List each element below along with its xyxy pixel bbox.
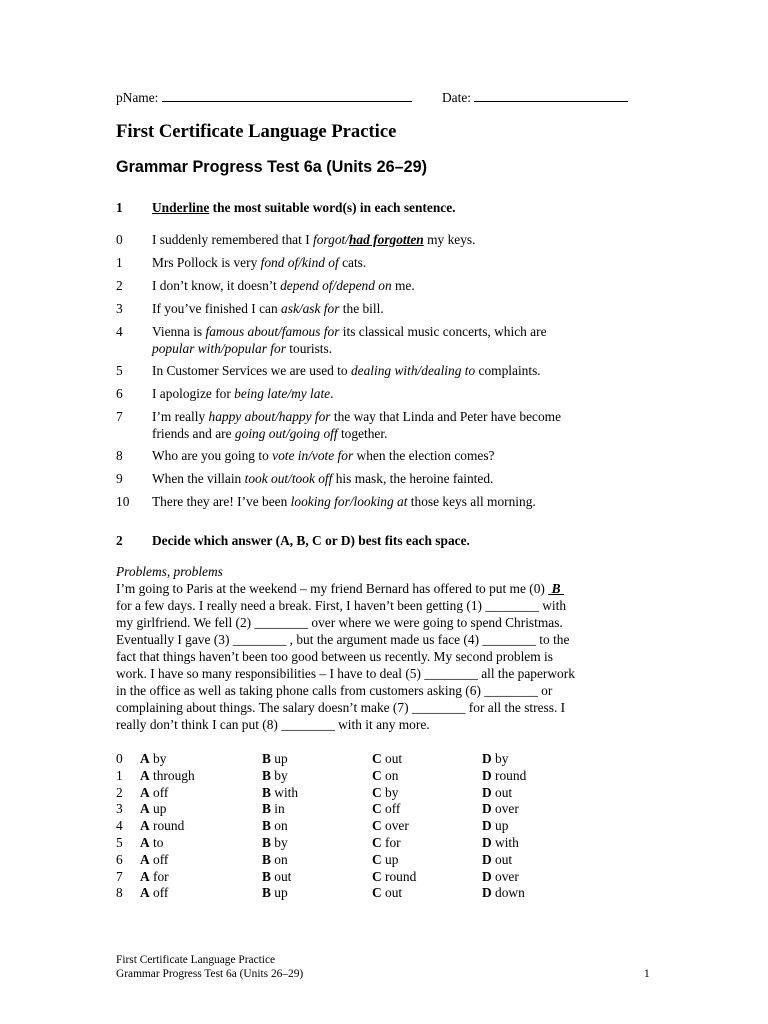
option-phrase[interactable]: looking for/looking at bbox=[290, 494, 408, 509]
page-subtitle: Grammar Progress Test 6a (Units 26–29) bbox=[116, 158, 427, 176]
option-letter: C bbox=[372, 885, 382, 901]
option-word: for bbox=[149, 868, 169, 884]
option-word: over bbox=[381, 818, 409, 834]
option-phrase[interactable]: fond of/kind of bbox=[260, 255, 339, 270]
section-1-instruction bbox=[152, 199, 456, 216]
answer-option-d[interactable] bbox=[482, 800, 519, 817]
section-2-instruction: Decide which answer (A, B, C or D) best fits each space. bbox=[152, 533, 470, 548]
sentence-text: When the villain bbox=[152, 471, 245, 486]
option-word: over bbox=[491, 801, 519, 817]
option-phrase[interactable]: being late/my late bbox=[234, 386, 331, 401]
sentence-text: the way that Linda and Peter have become bbox=[330, 409, 562, 424]
answer-option-a[interactable] bbox=[140, 800, 166, 817]
option-row-number: 3 bbox=[116, 801, 123, 817]
passage-text: really don’t think I can put (8) ________ with it any more. bbox=[116, 717, 430, 732]
question-item bbox=[152, 493, 632, 510]
sentence-text: I suddenly remembered that I bbox=[152, 232, 314, 247]
passage-line bbox=[116, 682, 640, 699]
question-item bbox=[152, 447, 632, 464]
option-word: on bbox=[381, 767, 399, 783]
question-item bbox=[152, 408, 632, 442]
option-letter: A bbox=[140, 851, 150, 867]
option-row-number: 6 bbox=[116, 851, 123, 867]
sentence-text: his mask, the heroine fainted. bbox=[332, 471, 494, 486]
sentence-text: together. bbox=[337, 426, 388, 441]
option-letter: A bbox=[140, 868, 150, 884]
option-letter: B bbox=[262, 818, 271, 834]
question-item bbox=[152, 470, 632, 487]
sentence-text: cats. bbox=[338, 255, 367, 270]
passage-line bbox=[116, 614, 640, 631]
date-field-row bbox=[442, 89, 628, 106]
option-word: off bbox=[149, 784, 169, 800]
answer-option-c[interactable] bbox=[372, 767, 398, 784]
sentence-text: the bill. bbox=[339, 301, 384, 316]
sentence-text: I apologize for bbox=[152, 386, 235, 401]
option-word: up bbox=[270, 751, 288, 766]
option-word: for bbox=[381, 835, 401, 850]
option-word: through bbox=[149, 767, 195, 783]
passage-text: complaining about things. The salary doesn’t make (7) ________ for all the stress. I bbox=[116, 700, 566, 715]
option-letter: D bbox=[482, 885, 492, 901]
option-word: to bbox=[149, 835, 164, 850]
answer-option-b[interactable] bbox=[262, 750, 288, 767]
answer-option-d[interactable] bbox=[482, 817, 508, 834]
option-word: out bbox=[381, 885, 403, 901]
passage-text: in the office as well as taking phone calls from customers asking (6) ________ or bbox=[116, 683, 553, 698]
sentence-text: when the election comes? bbox=[353, 448, 495, 463]
option-row-number: 8 bbox=[116, 885, 123, 901]
option-letter: A bbox=[140, 885, 150, 901]
option-letter: C bbox=[372, 784, 382, 800]
answer-option-b[interactable] bbox=[262, 800, 285, 817]
option-row-number: 1 bbox=[116, 767, 123, 783]
option-word: round bbox=[149, 818, 185, 834]
option-word: round bbox=[491, 767, 527, 783]
passage-line bbox=[116, 716, 640, 733]
passage-line bbox=[116, 648, 640, 665]
sentence-text: Who are you going to bbox=[152, 448, 273, 463]
question-item bbox=[152, 300, 632, 317]
sentence-text: I’m really bbox=[152, 409, 209, 424]
option-word: with bbox=[491, 835, 519, 850]
sentence-text: . bbox=[330, 386, 334, 401]
answer-option-c[interactable] bbox=[372, 834, 401, 851]
passage-line bbox=[116, 631, 640, 648]
passage-line bbox=[116, 699, 640, 716]
answer-option-b[interactable] bbox=[262, 851, 288, 868]
sentence-text: Vienna is bbox=[152, 324, 206, 339]
option-letter: C bbox=[372, 835, 382, 850]
option-letter: B bbox=[262, 835, 271, 850]
option-row-number: 7 bbox=[116, 868, 123, 884]
option-phrase[interactable]: going out/going off bbox=[234, 426, 338, 441]
option-letter: B bbox=[262, 767, 271, 783]
answer-option-c[interactable] bbox=[372, 817, 409, 834]
answer-option-a[interactable] bbox=[140, 884, 168, 901]
answer-option-d[interactable] bbox=[482, 834, 519, 851]
passage-text: my girlfriend. We fell (2) ________ over where we were going to spend Christmas. bbox=[116, 615, 563, 630]
section-2-number: 2 bbox=[116, 533, 123, 548]
sentence-text: There they are! I’ve been bbox=[152, 494, 291, 509]
option-phrase[interactable]: depend of/depend on bbox=[280, 278, 392, 293]
page-number: 1 bbox=[644, 968, 650, 980]
question-item bbox=[152, 323, 632, 357]
option-phrase[interactable]: famous about/famous for bbox=[205, 324, 340, 339]
instruction-underline-word: Underline bbox=[152, 200, 210, 215]
selected-option-phrase[interactable]: had forgotten bbox=[348, 232, 424, 247]
item-number: 10 bbox=[116, 494, 130, 509]
answer-option-c[interactable] bbox=[372, 884, 402, 901]
option-word: down bbox=[491, 885, 525, 901]
sentence-text: complaints. bbox=[475, 363, 541, 378]
option-letter: D bbox=[482, 784, 492, 800]
option-row-number: 5 bbox=[116, 835, 123, 850]
page-title: First Certificate Language Practice bbox=[116, 121, 397, 142]
answer-option-b[interactable] bbox=[262, 767, 288, 784]
option-letter: B bbox=[262, 751, 271, 766]
answer-option-d[interactable] bbox=[482, 851, 512, 868]
sentence-text: its classical music concerts, which are bbox=[339, 324, 547, 339]
example-answer: B bbox=[548, 581, 564, 596]
option-word: off bbox=[381, 801, 401, 817]
question-item bbox=[152, 254, 632, 271]
passage-line bbox=[116, 597, 640, 614]
question-item bbox=[152, 231, 632, 248]
option-letter: B bbox=[262, 784, 271, 800]
sentence-text: In Customer Services we are used to bbox=[152, 363, 351, 378]
answer-option-a[interactable] bbox=[140, 817, 184, 834]
option-letter: D bbox=[482, 835, 492, 850]
option-word: out bbox=[381, 751, 403, 766]
passage-text: work. I have so many responsibilities – I have to deal (5) ________ all the paperwork bbox=[116, 666, 575, 681]
option-phrase[interactable]: happy about/happy for bbox=[208, 409, 331, 424]
passage-text: I’m going to Paris at the weekend – my friend Bernard has offered to put me (0) bbox=[116, 581, 549, 596]
option-word: up bbox=[149, 801, 167, 817]
option-phrase[interactable]: took out/took off bbox=[244, 471, 333, 486]
option-letter: B bbox=[262, 851, 271, 867]
answer-option-b[interactable] bbox=[262, 817, 288, 834]
answer-option-d[interactable] bbox=[482, 767, 526, 784]
answer-option-c[interactable] bbox=[372, 750, 402, 767]
option-letter: A bbox=[140, 835, 150, 850]
option-letter: C bbox=[372, 767, 382, 783]
option-letter: C bbox=[372, 868, 382, 884]
sentence-text: If you’ve finished I can bbox=[152, 301, 282, 316]
option-letter: B bbox=[262, 801, 271, 817]
section-1-number: 1 bbox=[116, 200, 123, 215]
answer-option-b[interactable] bbox=[262, 884, 288, 901]
answer-option-c[interactable] bbox=[372, 784, 398, 801]
item-number: 2 bbox=[116, 278, 123, 293]
footer-line-2: Grammar Progress Test 6a (Units 26–29) bbox=[116, 968, 304, 980]
passage bbox=[116, 580, 640, 733]
option-word: out bbox=[491, 784, 513, 800]
answer-option-a[interactable] bbox=[140, 851, 168, 868]
option-row-number: 0 bbox=[116, 751, 123, 766]
option-phrase[interactable]: popular with/popular for bbox=[152, 341, 286, 356]
option-word: by bbox=[270, 767, 288, 783]
item-number: 8 bbox=[116, 448, 123, 463]
option-row-number: 4 bbox=[116, 818, 123, 834]
item-number: 0 bbox=[116, 232, 123, 247]
option-letter: C bbox=[372, 851, 382, 867]
option-word: by bbox=[381, 784, 399, 800]
option-letter: D bbox=[482, 818, 492, 834]
sentence-text: my keys. bbox=[423, 232, 476, 247]
name-label: pName: bbox=[116, 90, 159, 105]
option-word: in bbox=[270, 801, 285, 817]
option-word: on bbox=[270, 818, 288, 834]
option-letter: C bbox=[372, 801, 382, 817]
item-number: 6 bbox=[116, 386, 123, 401]
option-letter: A bbox=[140, 818, 150, 834]
option-word: round bbox=[381, 868, 417, 884]
item-number: 1 bbox=[116, 255, 123, 270]
option-letter: A bbox=[140, 784, 150, 800]
option-letter: A bbox=[140, 751, 150, 766]
answer-option-b[interactable] bbox=[262, 784, 298, 801]
item-number: 9 bbox=[116, 471, 123, 486]
option-phrase[interactable]: forgot/ bbox=[313, 232, 349, 247]
answer-option-b[interactable] bbox=[262, 834, 288, 851]
answer-option-a[interactable] bbox=[140, 784, 168, 801]
option-word: up bbox=[270, 885, 288, 901]
option-letter: A bbox=[140, 801, 150, 817]
option-word: by bbox=[491, 751, 509, 766]
option-word: off bbox=[149, 851, 169, 867]
sentence-text: those keys all morning. bbox=[407, 494, 536, 509]
option-word: by bbox=[270, 835, 288, 850]
option-word: over bbox=[491, 868, 519, 884]
option-row-number: 2 bbox=[116, 784, 123, 800]
item-number: 7 bbox=[116, 409, 123, 424]
option-letter: D bbox=[482, 767, 492, 783]
sentence-text: Mrs Pollock is very bbox=[152, 255, 261, 270]
answer-option-a[interactable] bbox=[140, 834, 163, 851]
option-letter: B bbox=[262, 868, 271, 884]
passage-title: Problems, problems bbox=[116, 564, 223, 579]
answer-option-d[interactable] bbox=[482, 750, 508, 767]
item-number: 3 bbox=[116, 301, 123, 316]
option-letter: D bbox=[482, 868, 492, 884]
option-word: on bbox=[270, 851, 288, 867]
answer-option-a[interactable] bbox=[140, 767, 195, 784]
option-letter: D bbox=[482, 751, 492, 766]
answer-option-d[interactable] bbox=[482, 868, 519, 885]
option-phrase[interactable]: dealing with/dealing to bbox=[350, 363, 476, 378]
option-word: by bbox=[149, 751, 167, 766]
option-word: out bbox=[270, 868, 292, 884]
option-word: up bbox=[381, 851, 399, 867]
passage-line bbox=[116, 580, 640, 597]
answer-option-d[interactable] bbox=[482, 784, 512, 801]
sentence-text: friends and are bbox=[152, 426, 235, 441]
option-letter: D bbox=[482, 851, 492, 867]
option-letter: A bbox=[140, 767, 150, 783]
date-field[interactable] bbox=[474, 90, 628, 102]
passage-text: for a few days. I really need a break. First, I haven’t been getting (1) ________ with bbox=[116, 598, 567, 613]
answer-option-b[interactable] bbox=[262, 868, 291, 885]
option-phrase[interactable]: ask/ask for bbox=[281, 301, 340, 316]
option-letter: B bbox=[262, 885, 271, 901]
option-phrase[interactable]: vote in/vote for bbox=[272, 448, 354, 463]
answer-option-c[interactable] bbox=[372, 868, 416, 885]
option-letter: C bbox=[372, 818, 382, 834]
option-word: with bbox=[270, 784, 299, 800]
passage-line bbox=[116, 665, 640, 682]
instruction-rest: the most suitable word(s) in each sentence. bbox=[209, 200, 456, 215]
option-word: out bbox=[491, 851, 513, 867]
question-item bbox=[152, 277, 632, 294]
footer-line-1: First Certificate Language Practice bbox=[116, 954, 276, 966]
sentence-text: me. bbox=[391, 278, 415, 293]
date-label: Date: bbox=[442, 90, 471, 105]
item-number: 5 bbox=[116, 363, 123, 378]
name-field[interactable] bbox=[162, 90, 412, 102]
passage-text: Eventually I gave (3) ________ , but the argument made us face (4) ________ to the bbox=[116, 632, 570, 647]
item-number: 4 bbox=[116, 324, 123, 339]
passage-text: fact that things haven’t been too good between us recently. My second problem is bbox=[116, 649, 553, 664]
answer-option-d[interactable] bbox=[482, 884, 525, 901]
sentence-text: I don’t know, it doesn’t bbox=[152, 278, 281, 293]
question-item bbox=[152, 362, 632, 379]
option-word: off bbox=[149, 885, 169, 901]
option-word: up bbox=[491, 818, 509, 834]
sentence-text: tourists. bbox=[285, 341, 333, 356]
answer-option-a[interactable] bbox=[140, 750, 166, 767]
name-field-row bbox=[116, 89, 412, 106]
question-item bbox=[152, 385, 632, 402]
answer-option-c[interactable] bbox=[372, 800, 400, 817]
answer-option-a[interactable] bbox=[140, 868, 169, 885]
option-letter: C bbox=[372, 751, 382, 766]
option-letter: D bbox=[482, 801, 492, 817]
answer-option-c[interactable] bbox=[372, 851, 398, 868]
